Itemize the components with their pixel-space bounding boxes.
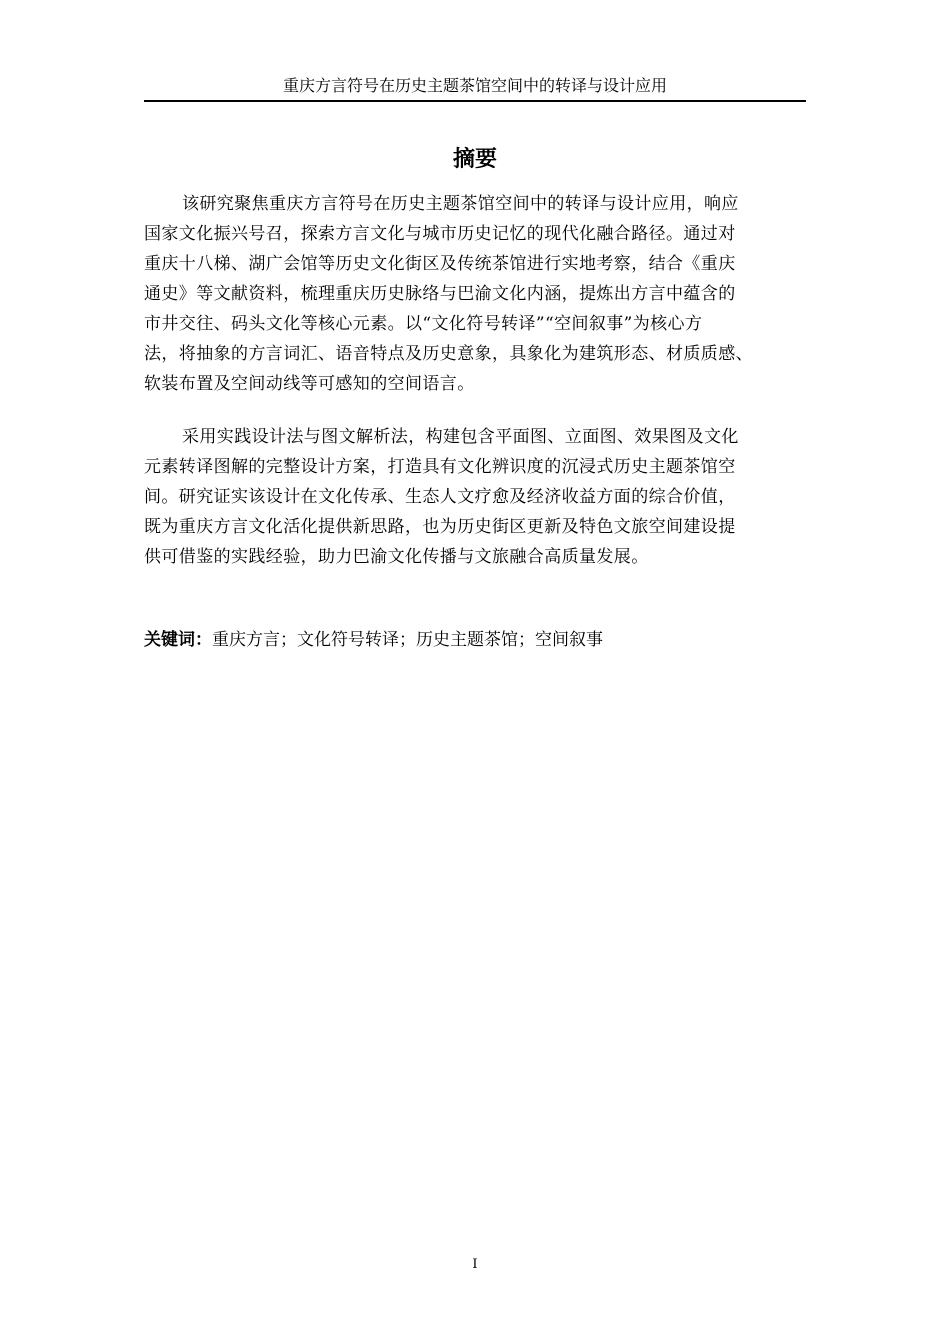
paragraph-line: 市井交往、码头文化等核心元素。以“文化符号转译”“空间叙事”为核心方 — [144, 314, 703, 334]
paragraph-line: 间。研究证实该设计在文化传承、生态人文疗愈及经济收益方面的综合价值， — [144, 487, 736, 507]
abstract-paragraph-2 — [144, 422, 806, 572]
keywords — [144, 625, 806, 655]
paragraph-line: 重庆十八梯、湖广会馆等历史文化街区及传统茶馆进行实地考察，结合《重庆 — [144, 254, 736, 274]
paragraph-line: 国家文化振兴号召，探索方言文化与城市历史记忆的现代化融合路径。通过对 — [144, 224, 736, 244]
paragraph-line: 既为重庆方言文化活化提供新思路，也为历史街区更新及特色文旅空间建设提 — [144, 517, 736, 537]
keywords-value: 重庆方言；文化符号转译；历史主题茶馆；空间叙事 — [212, 630, 603, 650]
abstract-paragraph-1 — [144, 189, 806, 399]
page-header — [144, 72, 806, 102]
paragraph-line: 通史》等文献资料，梳理重庆历史脉络与巴渝文化内涵，提炼出方言中蕴含的 — [144, 284, 736, 304]
paragraph-line: 软装布置及空间动线等可感知的空间语言。 — [144, 374, 475, 394]
paragraph-line: 元素转译图解的完整设计方案，打造具有文化辨识度的沉浸式历史主题茶馆空 — [144, 457, 736, 477]
paragraph-line: 法，将抽象的方言词汇、语音特点及历史意象，具象化为建筑形态、材质质感、 — [144, 344, 753, 364]
paragraph-line: 采用实践设计法与图文解析法，构建包含平面图、立面图、效果图及文化 — [182, 427, 739, 447]
keywords-label: 关键词： — [144, 630, 212, 650]
paragraph-line: 供可借鉴的实践经验，助力巴渝文化传播与文旅融合高质量发展。 — [144, 547, 649, 567]
page-number: I — [472, 1257, 478, 1272]
header-title: 重庆方言符号在历史主题茶馆空间中的转译与设计应用 — [282, 76, 667, 95]
paragraph-line: 该研究聚焦重庆方言符号在历史主题茶馆空间中的转译与设计应用，响应 — [182, 194, 739, 214]
abstract-title: 摘要 — [452, 147, 497, 172]
